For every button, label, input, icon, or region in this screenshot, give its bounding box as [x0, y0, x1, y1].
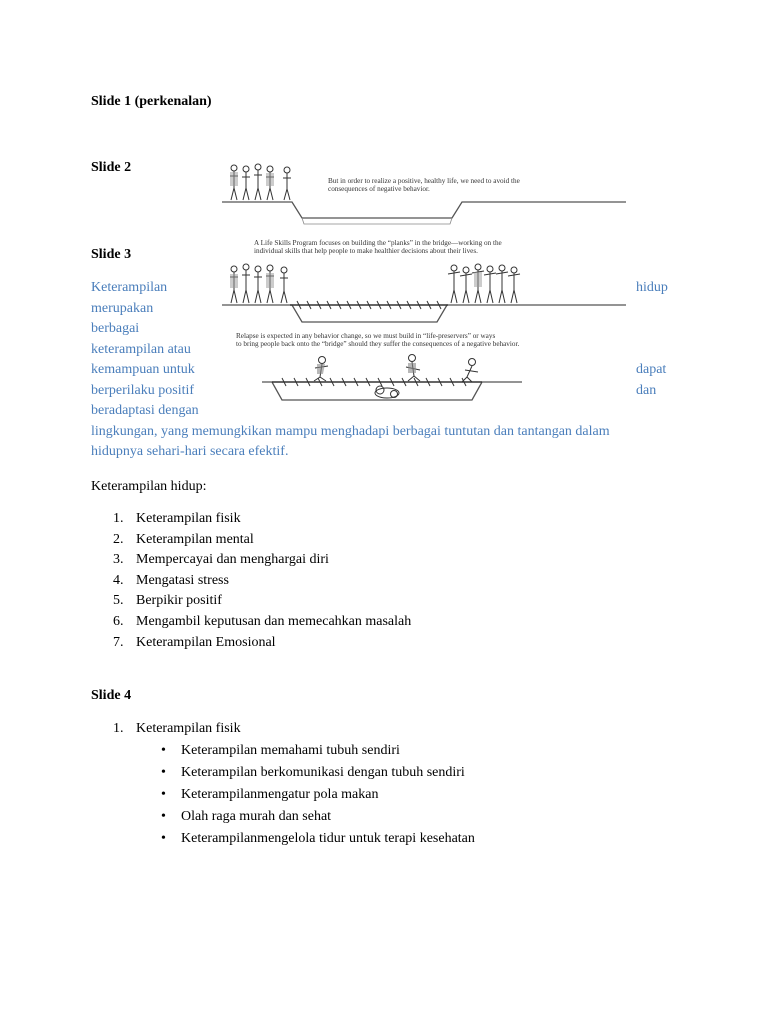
list-item-label: Berpikir positif	[136, 593, 222, 609]
bullet-item: • Keterampilan berkomunikasi dengan tubuh sendiri	[91, 762, 475, 784]
slide4-heading: Slide 4	[91, 688, 132, 703]
definition-line: lingkungan, yang memungkikan mampu menghadapi berbagai tuntutan dan tantangan dalam	[91, 424, 610, 439]
bullet-item: • Keterampilan memahami tubuh sendiri	[91, 740, 475, 762]
figure-caption: A Life Skills Program focuses on building the “planks” in the bridge—working on the	[254, 239, 502, 247]
definition-line: beradaptasi dengan	[91, 403, 199, 418]
list-item-label: Mengatasi stress	[136, 572, 229, 588]
panel-relapse-figure	[236, 332, 522, 400]
list-item: 3. Mempercayai dan menghargai diri	[113, 552, 329, 568]
list-item-label: Mengambil keputusan dan memecahkan masalah	[136, 613, 412, 629]
definition-line: hidupnya sehari-hari secara efektif.	[91, 444, 289, 459]
life-skills-list	[91, 509, 411, 653]
definition-line: Keterampilan	[91, 280, 168, 295]
figure-caption: But in order to realize a positive, healthy life, we need to avoid the	[328, 177, 520, 185]
panel-planks-figure	[222, 239, 626, 322]
physical-skills-list	[91, 719, 241, 740]
list-item: 6. Mengambil keputusan dan memecahkan masalah	[113, 613, 412, 629]
list-item-label: Keterampilan fisik	[136, 721, 241, 736]
list-item: 4. Mengatasi stress	[113, 572, 229, 588]
definition-line: merupakan	[91, 301, 154, 316]
definition-line: dapat	[636, 362, 667, 377]
physical-skills-bullets	[91, 740, 475, 850]
slide1-heading: Slide 1 (perkenalan)	[91, 94, 212, 109]
bridge-illustration	[222, 160, 626, 408]
definition-line: dan	[636, 383, 657, 398]
list-item: 5. Berpikir positif	[113, 593, 222, 609]
figure-caption: individual skills that help people to make healthier decisions about their lives.	[254, 247, 478, 255]
figure-caption: Relapse is expected in any behavior change, so we must build in “life-preservers” or ways	[236, 332, 496, 340]
list-item-label: Keterampilan fisik	[136, 511, 241, 526]
bullet-item: • Keterampilanmengelola tidur untuk terapi kesehatan	[91, 828, 475, 850]
slide3-heading: Slide 3	[91, 247, 132, 262]
list-item-label: Keterampilan mental	[136, 531, 254, 547]
definition-line: hidup	[636, 280, 668, 295]
list-item-label: Keterampilan Emosional	[136, 634, 276, 650]
bullet-item: • Keterampilanmengatur pola makan	[91, 784, 475, 806]
list-item: 1. Keterampilan fisik	[113, 721, 241, 736]
definition-line: berperilaku positif	[91, 383, 195, 398]
list-item: 1. Keterampilan fisik	[113, 511, 241, 526]
list-item-label: Mempercayai dan menghargai diri	[136, 552, 329, 568]
list-item: 7. Keterampilan Emosional	[113, 634, 276, 650]
life-skills-list-title: Keterampilan hidup:	[91, 479, 207, 494]
definition-line: keterampilan atau	[91, 342, 191, 357]
definition-line: berbagai	[91, 321, 140, 336]
slide2-heading: Slide 2	[91, 160, 132, 175]
panel-gap-figure	[222, 164, 626, 224]
figure-caption: to bring people back onto the “bridge” should they suffer the consequences of a negative behavior.	[236, 340, 520, 348]
bullet-item: • Olah raga murah dan sehat	[91, 806, 475, 828]
definition-line: kemampuan untuk	[91, 362, 195, 377]
figure-caption: consequences of negative behavior.	[328, 185, 430, 193]
list-item: 2. Keterampilan mental	[113, 531, 254, 547]
